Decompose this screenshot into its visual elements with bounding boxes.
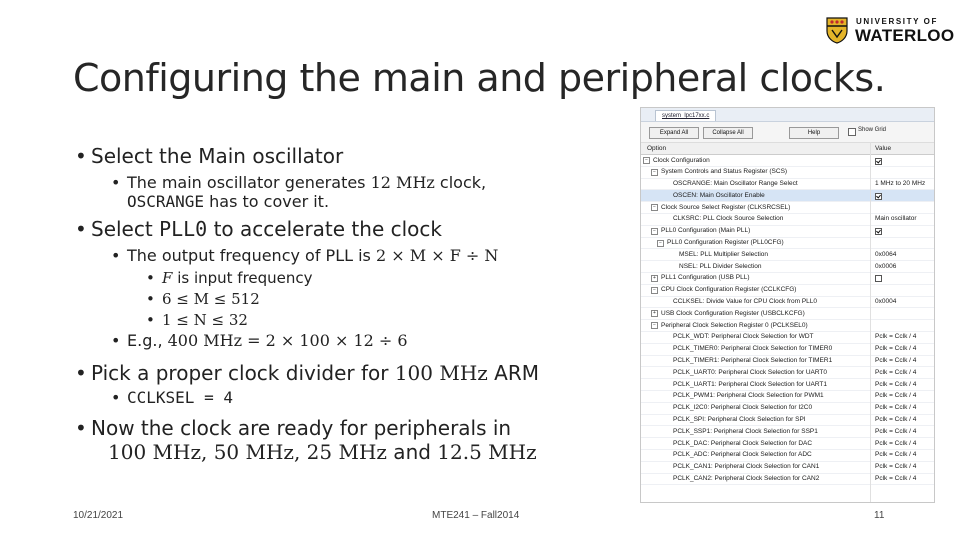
bullet-text: Select the Main oscillator — [91, 144, 344, 168]
option-value[interactable]: Pclk = Cclk / 4 — [875, 416, 917, 424]
value-checkbox[interactable] — [875, 274, 882, 283]
option-value[interactable]: Pclk = Cclk / 4 — [875, 475, 917, 483]
math-100mhz: 100 MHz — [394, 361, 488, 385]
config-wizard-screenshot — [640, 107, 935, 503]
option-label: CLKSRC: PLL Clock Source Selection — [673, 215, 784, 223]
option-label: PCLK_ADC: Peripheral Clock Selection for ADC — [673, 451, 812, 459]
tree-row[interactable] — [641, 190, 934, 202]
option-label: System Controls and Status Register (SCS) — [661, 168, 788, 176]
option-label: PCLK_WDT: Peripheral Clock Selection for WDT — [673, 333, 814, 341]
option-value[interactable]: Pclk = Cclk / 4 — [875, 463, 917, 471]
option-label: PCLK_DAC: Peripheral Clock Selection for DAC — [673, 439, 813, 447]
logo-waterloo: WATERLOO — [855, 26, 955, 45]
options-header — [641, 143, 934, 155]
tree-row[interactable] — [641, 403, 934, 415]
option-label: Clock Configuration — [653, 156, 710, 164]
option-value[interactable]: Pclk = Cclk / 4 — [875, 404, 917, 412]
footer-course: MTE241 – Fall2014 — [432, 510, 520, 521]
code-pll0: PLL0 — [159, 217, 208, 241]
expand-node-icon[interactable]: + — [651, 310, 658, 317]
tree-row[interactable] — [641, 415, 934, 427]
option-label: CPU Clock Configuration Register (CCLKCFG) — [661, 286, 797, 294]
math-f: F — [162, 269, 173, 287]
option-value[interactable]: Pclk = Cclk / 4 — [875, 392, 917, 400]
checked-box-icon[interactable] — [875, 228, 882, 235]
value-checkbox[interactable] — [875, 227, 882, 236]
value-checkbox[interactable] — [875, 192, 882, 201]
option-label: Clock Source Select Register (CLKSRCSEL) — [661, 203, 791, 211]
option-label: PLL0 Configuration Register (PLL0CFG) — [667, 239, 784, 247]
option-label: PCLK_PWM1: Peripheral Clock Selection for PWM1 — [673, 392, 824, 400]
tree-row[interactable] — [641, 285, 934, 297]
bullet-select-main-osc — [91, 144, 343, 168]
option-label: OSCEN: Main Oscillator Enable — [673, 191, 765, 199]
bullet-clock-divider — [91, 361, 539, 385]
option-label: PCLK_SSP1: Peripheral Clock Selection for SSP1 — [673, 427, 818, 435]
tree-row[interactable] — [641, 356, 934, 368]
bullet-text: and — [386, 440, 438, 464]
bullet-text: Pick a proper clock divider for — [91, 361, 395, 385]
bullet-text: The output frequency of PLL is — [127, 246, 376, 265]
bullet-select-pll0 — [91, 217, 442, 241]
option-value[interactable]: 0x0004 — [875, 298, 897, 306]
show-grid-checkbox[interactable] — [848, 128, 856, 136]
option-label: PCLK_UART1: Peripheral Clock Selection for UART1 — [673, 380, 828, 388]
collapse-node-icon[interactable]: − — [651, 204, 658, 211]
help-button[interactable]: Help — [789, 127, 839, 139]
tree-row[interactable] — [641, 238, 934, 250]
tree-row[interactable] — [641, 462, 934, 474]
option-label: PCLK_I2C0: Peripheral Clock Selection for I2C0 — [673, 404, 813, 412]
logo-university-of: UNIVERSITY OF — [856, 17, 938, 26]
option-label: Peripheral Clock Selection Register 0 (PCLKSEL0) — [661, 321, 808, 329]
bullet-text: Now the clock are ready for peripherals in — [91, 416, 512, 440]
tree-row[interactable] — [641, 474, 934, 486]
bullet-example — [127, 331, 408, 350]
bullet-n-range — [162, 311, 248, 329]
tree-row[interactable] — [641, 155, 934, 167]
bullet-text: clock, — [434, 173, 487, 192]
math-n-range: 1 ≤ N ≤ 32 — [162, 311, 248, 329]
university-logo — [826, 15, 955, 47]
tree-row[interactable] — [641, 179, 934, 191]
options-tree — [641, 155, 934, 485]
option-value[interactable]: Pclk = Cclk / 4 — [875, 451, 917, 459]
option-value[interactable]: Pclk = Cclk / 4 — [875, 439, 917, 447]
tree-row[interactable] — [641, 167, 934, 179]
math-12-5mhz: 12.5 MHz — [437, 440, 537, 464]
code-oscrange: OSCRANGE — [127, 192, 205, 211]
bullet-main-osc-generates — [127, 173, 486, 192]
slide-title: Configuring the main and peripheral clocks. — [73, 56, 886, 100]
bullet-clock-ready — [91, 416, 511, 440]
bullet-text: E.g., — [127, 331, 168, 350]
option-label: CCLKSEL: Divide Value for CPU Clock from PLL0 — [673, 298, 818, 306]
option-value[interactable]: Pclk = Cclk / 4 — [875, 380, 917, 388]
crest-icon — [826, 17, 848, 44]
math-pll-formula: 2 × M × F ÷ N — [375, 246, 499, 265]
bullet-m-range — [162, 290, 260, 308]
column-splitter[interactable] — [870, 142, 871, 502]
tree-row[interactable] — [641, 379, 934, 391]
show-grid-label: Show Grid — [858, 127, 887, 133]
option-label: NSEL: PLL Divider Selection — [679, 262, 762, 270]
collapse-node-icon[interactable]: − — [657, 240, 664, 247]
code-cclksel: CCLKSEL = 4 — [127, 388, 233, 407]
tree-row[interactable] — [641, 344, 934, 356]
tree-row[interactable] — [641, 320, 934, 332]
option-label: PCLK_CAN1: Peripheral Clock Selection for CAN1 — [673, 463, 820, 471]
wizard-toolbar — [641, 122, 934, 143]
option-label: PCLK_TIMER1: Peripheral Clock Selection for TIMER1 — [673, 357, 833, 365]
bullet-clock-ready-cont — [108, 440, 537, 464]
option-value[interactable]: Pclk = Cclk / 4 — [875, 333, 917, 341]
bullet-text: The main oscillator generates — [127, 173, 371, 192]
tree-row[interactable] — [641, 249, 934, 261]
option-value[interactable]: 0x0006 — [875, 262, 897, 270]
bullet-text: is input frequency — [172, 269, 313, 287]
bullet-text: to accelerate the clock — [207, 217, 442, 241]
option-label: PLL1 Configuration (USB PLL) — [661, 274, 750, 282]
option-value[interactable]: Pclk = Cclk / 4 — [875, 427, 917, 435]
bullet-cclksel — [127, 388, 233, 407]
value-column-header[interactable]: Value — [875, 145, 892, 152]
bullet-oscrange-line — [127, 192, 329, 211]
tree-row[interactable] — [641, 214, 934, 226]
tree-row[interactable] — [641, 426, 934, 438]
collapse-node-icon[interactable]: − — [643, 157, 650, 164]
bullet-text: Select — [91, 217, 160, 241]
tab-system-lpc17xx[interactable]: system_lpc17xx.c — [655, 110, 716, 121]
editor-tab-bar — [641, 108, 934, 122]
collapse-node-icon[interactable]: − — [651, 287, 658, 294]
option-label: PCLK_CAN2: Peripheral Clock Selection for CAN2 — [673, 475, 820, 483]
math-freq-list: 100 MHz, 50 MHz, 25 MHz — [108, 440, 387, 464]
tree-row[interactable] — [641, 450, 934, 462]
option-value[interactable]: Pclk = Cclk / 4 — [875, 368, 917, 376]
option-value[interactable]: 1 MHz to 20 MHz — [875, 180, 926, 188]
tree-row[interactable] — [641, 332, 934, 344]
collapse-all-button[interactable]: Collapse All — [703, 127, 753, 139]
option-column-header[interactable]: Option — [647, 145, 667, 152]
tree-row[interactable] — [641, 438, 934, 450]
option-value[interactable]: 0x0064 — [875, 250, 897, 258]
tree-row[interactable] — [641, 367, 934, 379]
checked-box-icon[interactable] — [875, 158, 882, 165]
option-label: PLL0 Configuration (Main PLL) — [661, 227, 751, 235]
option-label: PCLK_UART0: Peripheral Clock Selection for UART0 — [673, 368, 828, 376]
tree-row[interactable] — [641, 261, 934, 273]
bullet-text: ARM — [487, 361, 540, 385]
option-value[interactable]: Pclk = Cclk / 4 — [875, 345, 917, 353]
tree-row[interactable] — [641, 297, 934, 309]
collapse-node-icon[interactable]: − — [651, 322, 658, 329]
unchecked-box-icon[interactable] — [875, 275, 882, 282]
collapse-node-icon[interactable]: − — [651, 228, 658, 235]
math-example: 400 MHz = 2 × 100 × 12 ÷ 6 — [167, 331, 408, 350]
bullet-pll-output — [127, 246, 498, 265]
option-value[interactable]: Main oscillator — [875, 215, 917, 223]
option-label: OSCRANGE: Main Oscillator Range Select — [673, 180, 798, 188]
option-label: PCLK_SPI: Peripheral Clock Selection for SPI — [673, 416, 806, 424]
bullet-text: has to cover it. — [204, 192, 330, 211]
math-12mhz: 12 MHz — [370, 173, 435, 192]
footer-date: 10/21/2021 — [73, 510, 124, 521]
tree-row[interactable] — [641, 391, 934, 403]
option-label: PCLK_TIMER0: Peripheral Clock Selection for TIMER0 — [673, 345, 833, 353]
tree-row[interactable] — [641, 308, 934, 320]
slide-number: 11 — [874, 510, 885, 521]
option-label: MSEL: PLL Multiplier Selection — [679, 250, 768, 258]
checked-box-icon[interactable] — [875, 193, 882, 200]
tree-row[interactable] — [641, 226, 934, 238]
value-checkbox[interactable] — [875, 157, 882, 166]
expand-all-button[interactable]: Expand All — [649, 127, 699, 139]
collapse-node-icon[interactable]: − — [651, 169, 658, 176]
option-value[interactable]: Pclk = Cclk / 4 — [875, 357, 917, 365]
bullet-f-input — [162, 269, 313, 287]
expand-node-icon[interactable]: + — [651, 275, 658, 282]
tree-row[interactable] — [641, 273, 934, 285]
option-label: USB Clock Configuration Register (USBCLKCFG) — [661, 309, 805, 317]
tree-row[interactable] — [641, 202, 934, 214]
math-m-range: 6 ≤ M ≤ 512 — [162, 290, 260, 308]
